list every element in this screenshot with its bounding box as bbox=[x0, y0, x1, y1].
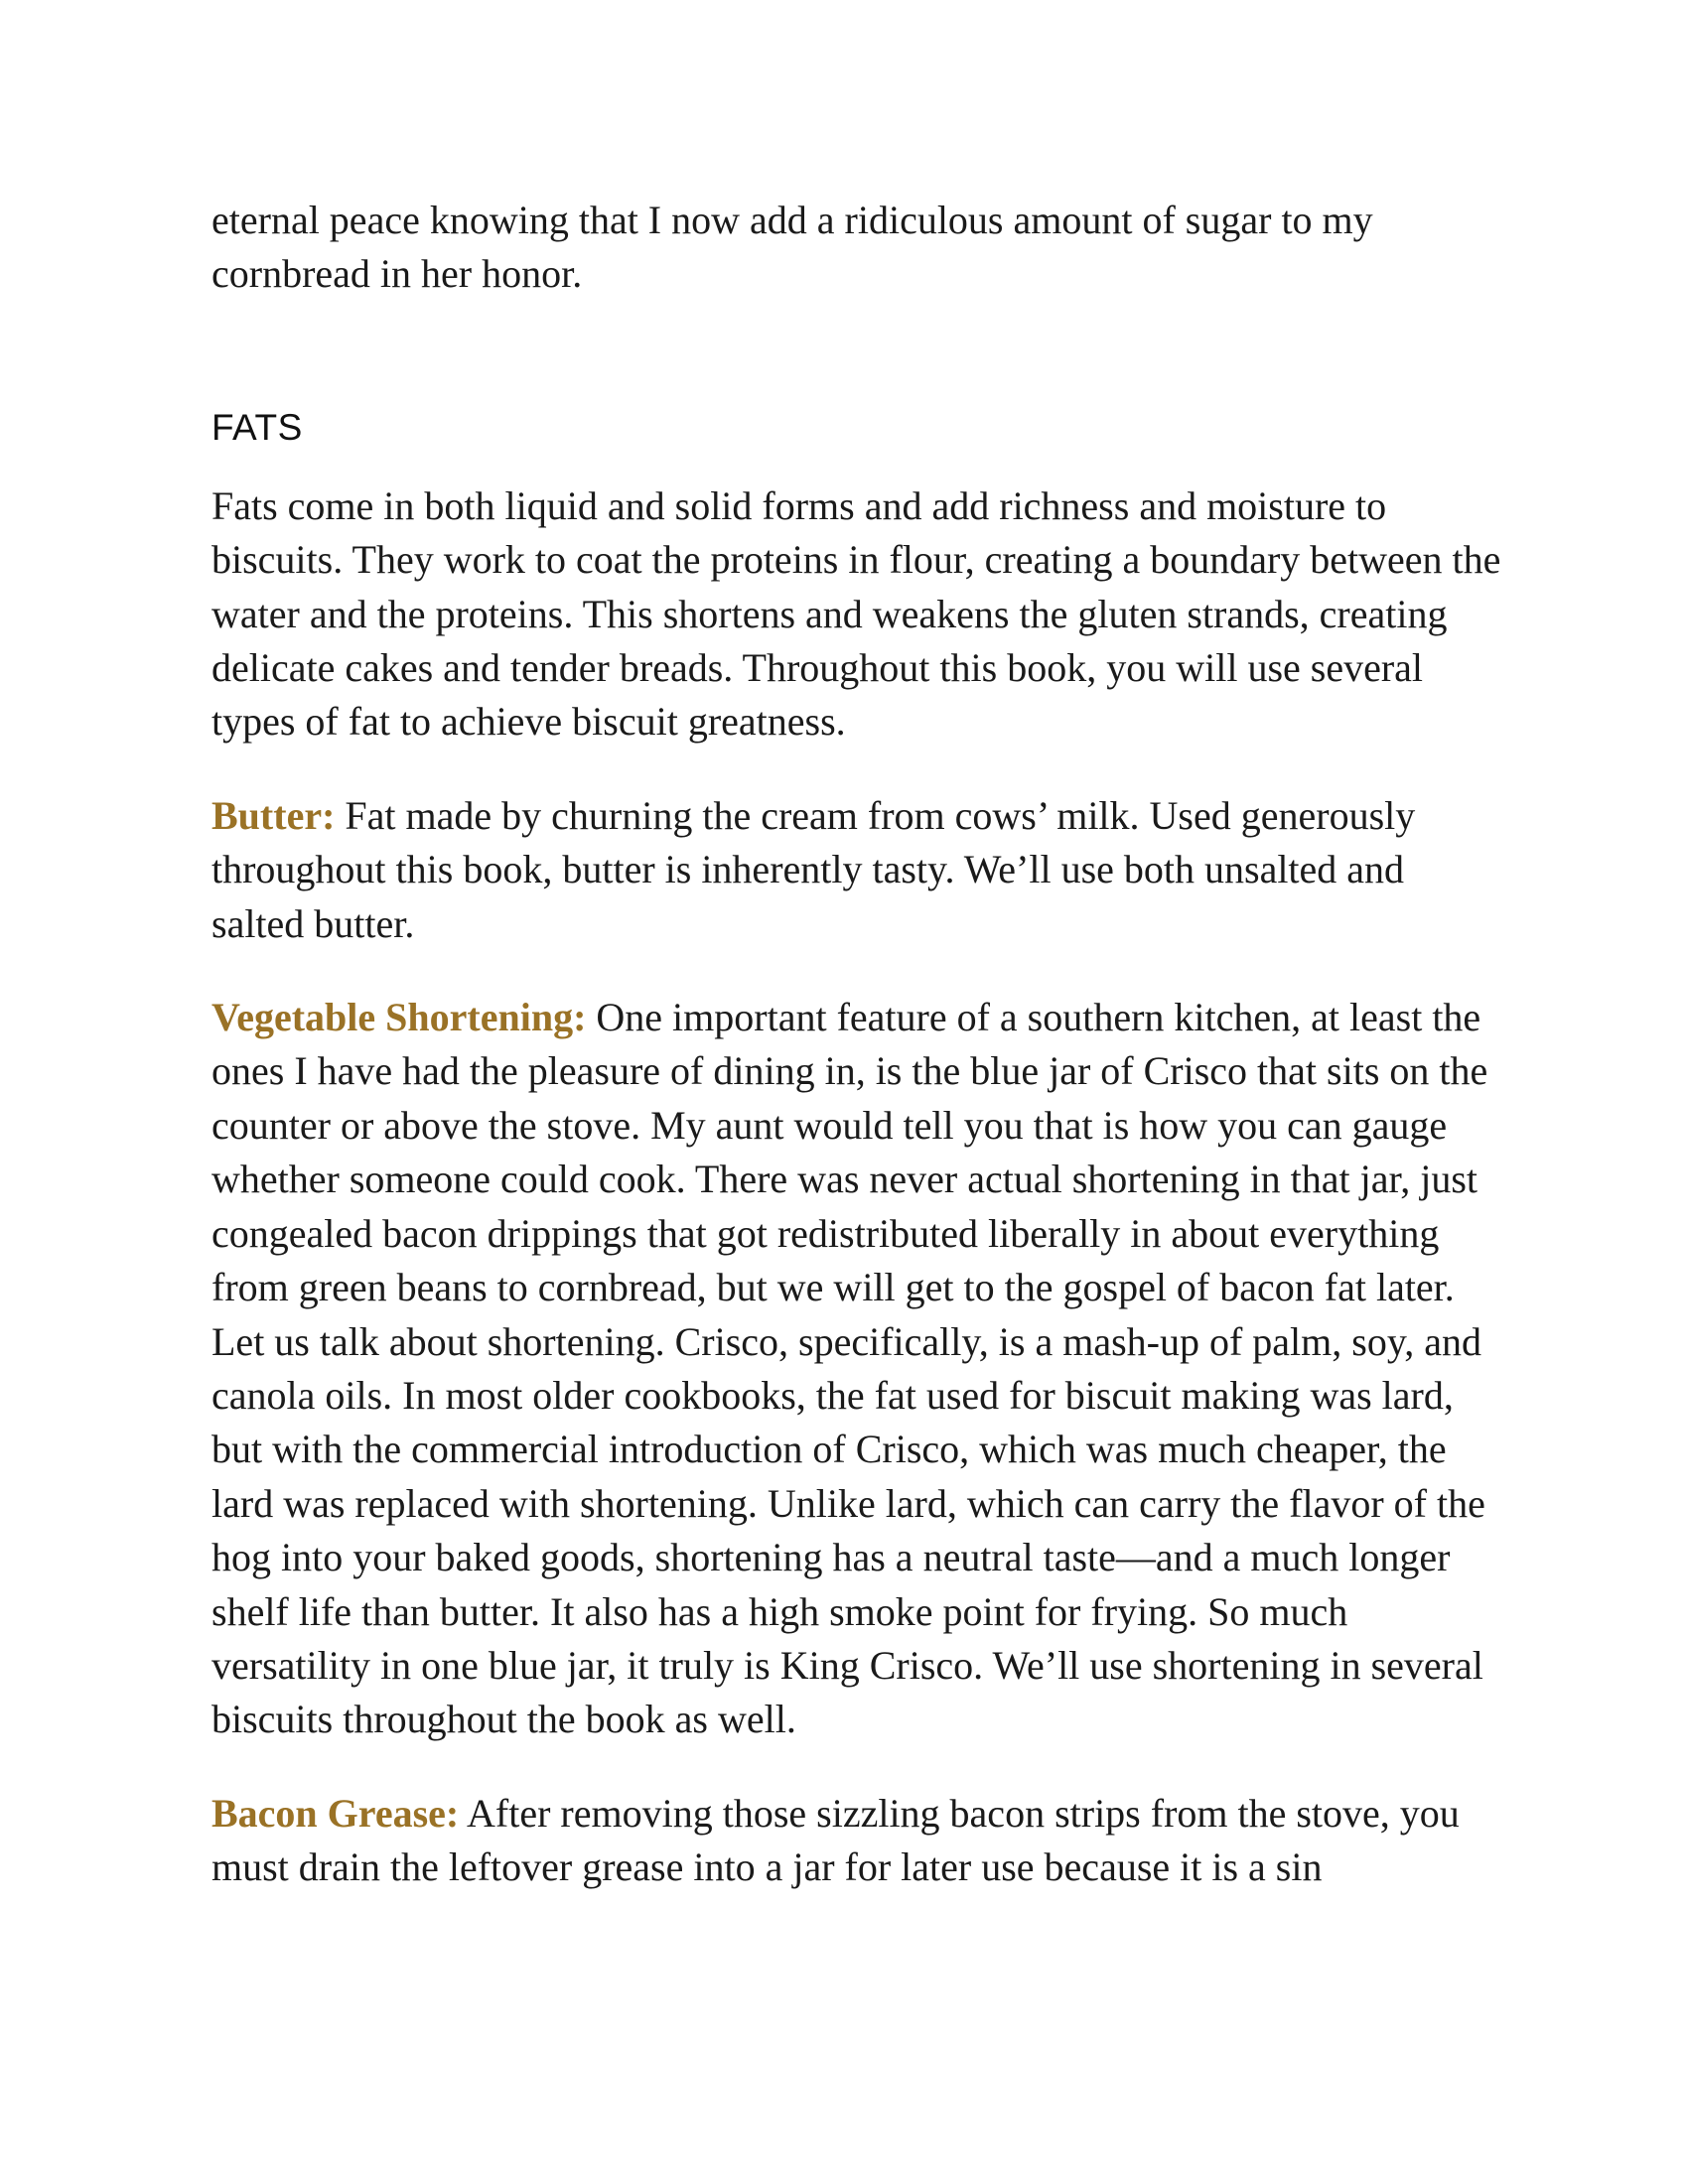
section-lead-paragraph: Fats come in both liquid and solid forms and add richness and moisture to biscuits. They work to coat the proteins in flour, creating a boundary between the water and the proteins. This shortens and weakens the gluten strands, creating delicate cakes and tender breads. Throughout this book, you will use several types of fat to achieve biscuit greatness. bbox=[211, 482, 1501, 745]
section-heading: FATS bbox=[211, 406, 303, 448]
term-description: After removing those sizzling bacon strips from the stove, you must drain the leftover grease into a jar for later use because it is a sin bbox=[211, 1790, 1460, 1890]
term-label: Butter: bbox=[211, 792, 336, 838]
page-content bbox=[211, 194, 1502, 1935]
term-description: One important feature of a southern kitchen, at least the ones I have had the pleasure of dining in, is the blue jar of Crisco that sits on the counter or above the stove. My aunt would tell you that is how you can gauge whether someone could cook. There was never actual shortening in that jar, just congealed bacon drippings that got redistributed liberally in about everything from green beans to cornbread, but we will get to the gospel of bacon fat later. Let us talk about shortening. Crisco, specifically, is a mash-up of palm, soy, and canola oils. In most older cookbooks, the fat used for biscuit making was lard, but with the commercial introduction of Crisco, which was much cheaper, the lard was replaced with shortening. Unlike lard, which can carry the flavor of the hog into your baked goods, shortening has a neutral taste—and a much longer shelf life than butter. It also has a high smoke point for frying. So much versatility in one blue jar, it truly is King Crisco. We’ll use shortening in several biscuits throughout the book as well. bbox=[211, 995, 1488, 1742]
term-label: Bacon Grease: bbox=[211, 1790, 460, 1836]
intro-paragraph: eternal peace knowing that I now add a ridiculous amount of sugar to my cornbread in her honor. bbox=[211, 198, 1373, 297]
term-label: Vegetable Shortening: bbox=[211, 995, 587, 1040]
entry-bacon-grease bbox=[211, 1787, 1502, 1895]
term-description: Fat made by churning the cream from cows’ milk. Used generously throughout this book, butter is inherently tasty. We’ll use both unsalted and salted butter. bbox=[211, 792, 1416, 946]
entry-vegetable-shortening bbox=[211, 991, 1502, 1747]
entry-butter bbox=[211, 789, 1502, 951]
